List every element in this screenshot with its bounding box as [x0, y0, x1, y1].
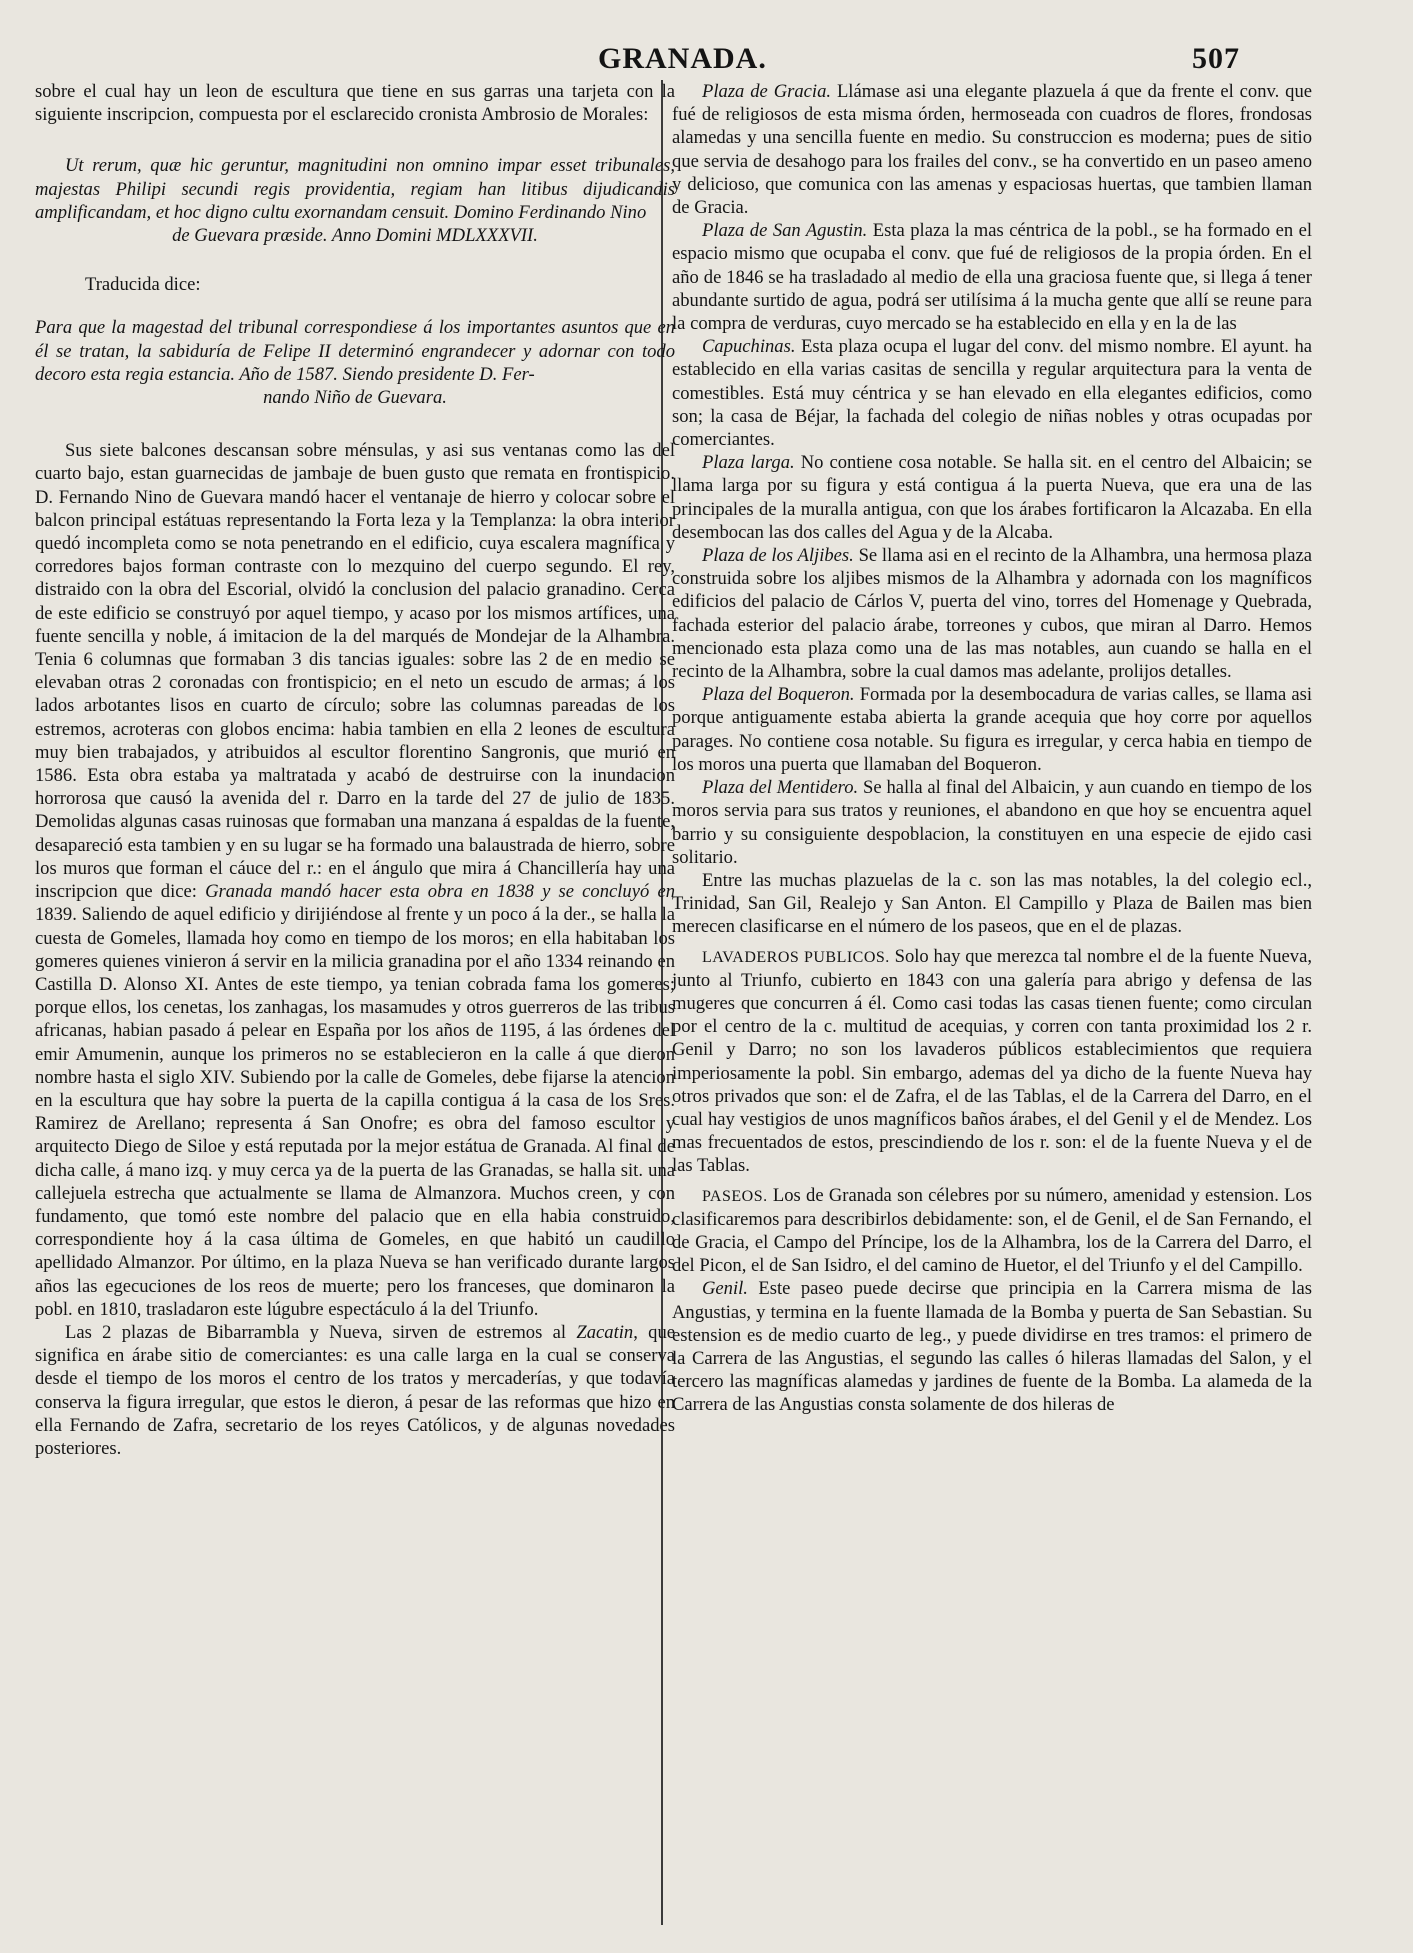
paragraph-zacatin-text: , que significa en árabe sitio de comerciantes: es una calle larga en la cual se conserva desde el tiempo de los moros el centro de los tratos y mercaderías, y que todavía conserva la figura irregular, que estos le dieron, á pesar de las reformas que hizo en ella Fernando de Zafra, secretario de los reyes Católicos, y de algunas novedades posteriores. — [35, 1321, 675, 1459]
paragraph-plazuelas: Entre las muchas plazuelas de la c. son las mas notables, la del colegio ecl., Trinidad, San Gil, Realejo y San Anton. El Campillo y Plaza de Bailen mas bien merecen clasificarse en el número de los paseos, que en el de plazas. — [672, 869, 1312, 938]
entry-plaza-larga — [672, 451, 1312, 544]
section-text-paseos: Los de Granada son célebres por su número, amenidad y estension. Los clasificaremos para describirlos debidamente: son, el de Genil, el de San Fernando, el de Gracia, el Campo del Príncipe, los de la Alhambra, los de la Carrera del Darro, el del Picon, el de San Isidro, el del camino de Huetor, el del Triunfo y el del Campillo. — [672, 1184, 1312, 1277]
entry-text-san-agustin: Esta plaza la mas céntrica de la pobl., se ha formado en el espacio mismo que ocupaba el conv. que fué de religiosos de la propia órden. En el año de 1846 se ha trasladado al medio de ella una graciosa fuente que, si llega á tener abundante surtido de agua, podrá ser utilísima á la mucha gente que allí se reune para la compra de verduras, cuyo mercado se ha establecido en ella y en la de las — [672, 220, 1312, 335]
section-lavaderos — [672, 945, 1312, 1178]
entry-label-san-agustin: Plaza de San Agustin. — [702, 220, 868, 242]
latin-signature: de Guevara præside. Anno Domini MDLXXXVII. — [172, 225, 538, 247]
entry-text-genil: Este paseo puede decirse que principia en la Carrera misma de las Angustias, y termina en la fuente llamada de la Bomba y puerta de San Sebastian. Su estension es de medio cuarto de leg., y puede dividirse en tres tramos: el primero de la Carrera de las Angustias, el segundo las calles ó hileras llamadas del Salon, y el tercero las magníficas alamedas y jardines de fuente de la Bomba. La alameda de la Carrera de las Angustias consta solamente de dos hileras de — [672, 1278, 1312, 1416]
running-head — [0, 42, 1413, 82]
right-column — [672, 80, 1312, 1940]
zacatin-term: Zacatin — [576, 1321, 634, 1343]
page-title: GRANADA. — [598, 42, 767, 75]
entry-plaza-san-agustin — [672, 219, 1312, 335]
paragraph-balcones-text: Sus siete balcones descansan sobre ménsulas, y asi sus ventanas como las del cuarto bajo, estan guarnecidas de jambaje de buen gusto que remata en frontispicio. D. Fernando Nino de Guevara mandó hacer el ventanaje de hierro y colocar sobre el balcon principal estátuas representando la Forta leza y la Templanza: la obra interior quedó incompleta como se nota penetrando en el edificio, cuya escalera magnífica y corredores bajos forman contraste con lo mezquino del cuerpo segundo. El rey, distraido con la obra del Escorial, olvidó la conclusion del palacio granadino. Cerca de este edificio se construyó por aquel tiempo, y acaso por los mismos artífices, una fuente sencilla y noble, á imitacion de la del marqués de Mondejar de la Alhambra. Tenia 6 columnas que formaban 3 dis tancias iguales: sobre las 2 de en medio se elevaban otras 2 coronadas con frontispicio; en el neto un escudo de armas; á los lados arbotantes lisos en cuarto de círculo; sobre las columnas pareadas de los estremos, acroteras con globos encima: habia tambien en ella 2 leones de escultura muy bien trabajados, y atribuidos al escultor florentino Sangronis, que murió en 1586. Esta obra estaba ya maltratada y acabó de destruirse con la inundacion horrorosa que causó la avenida del r. Darro en la tarde del 27 de julio de 1835. Demolidas algunas casas ruinosas que formaban una manzana á espaldas de la fuente, desapareció esta tambien y en su lugar se ha formado una balaustrada de hierro, sobre los muros que forman el cáuce del r.: en el ángulo que mira á Chancillería hay una inscripcion que dice: — [35, 440, 675, 903]
entry-plaza-boqueron — [672, 683, 1312, 776]
translation-heading: Traducida dice: — [85, 274, 201, 296]
page-number: 507 — [1192, 42, 1240, 75]
intro-paragraph: sobre el cual hay un leon de escultura que tiene en sus garras una tarjeta con la siguiente inscripcion, compuesta por el esclarecido cronista Ambrosio de Morales: — [35, 81, 675, 126]
section-text-lavaderos: Solo hay que merezca tal nombre el de la fuente Nueva, junto al Triunfo, cubierto en 1843 con una galería para abrigo y defensa de las mugeres que concurren á él. Como casi todas las casas tienen fuente; como circulan por el centro de la c. multitud de acequias, y corren con tanta proximidad los 2 r. Genil y Darro; no son los lavaderos públicos establecimientos que requiera imperiosamente la pobl. Sin embargo, ademas del ya dicho de la fuente Nueva hay otros privados que son: el de Zafra, el de las Tablas, el de la Carrera del Darro, en el cual hay vestigios de unos magníficos baños árabes, el del Genil y el de Mendez. Los mas frecuentados de estos, prescindiendo de los r. son: el de la fuente Nueva y el de las Tablas. — [672, 945, 1312, 1177]
entry-plaza-aljibes — [672, 544, 1312, 683]
entry-text-aljibes: Se llama asi en el recinto de la Alhambra, una hermosa plaza construida sobre los aljibes mismos de la Alhambra y adornada con los magníficos edificios del palacio de Cárlos V, puerta del vino, torres del Homenage y Quebrada, fachada esterior del palacio árabe, torreones y cubos, que miran al Darro. Hemos mencionado esta plaza como una de las mas notables, aun cuando se halla en el recinto de la Alhambra, sobre la cual damos mas adelante, prolijos detalles. — [672, 545, 1312, 683]
fountain-inscription-quote: Granada mandó hacer esta obra en 1838 y se concluyó en — [205, 881, 675, 903]
section-paseos — [672, 1184, 1312, 1278]
section-label-lavaderos: LAVADEROS PUBLICOS. — [702, 948, 890, 966]
left-column — [35, 80, 675, 1940]
entry-label-boqueron: Plaza del Boqueron. — [702, 684, 855, 706]
entry-label-gracia: Plaza de Gracia. — [702, 81, 832, 102]
section-label-paseos: PASEOS. — [702, 1187, 768, 1205]
entry-label-capuchinas: Capuchinas. — [702, 336, 796, 358]
translation-text: Para que la magestad del tribunal correspondiese á los importantes asuntos que en él se tratan, la sabiduría de Felipe II determinó engrandecer y adornar con todo decoro esta regia estancia. Año de 1587. Siendo presidente D. Fer- — [35, 317, 675, 385]
paragraph-zacatin — [35, 1321, 675, 1460]
entry-label-genil: Genil. — [702, 1278, 748, 1300]
entry-text-larga: No contiene cosa notable. Se halla sit. en el centro del Albaicin; se llama larga por su figura y está contigua á la puerta Nueva, que era una de las principales de la muralla antigua, con que los árabes fortificaron la Alcazaba. En ella desembocan las dos calles del Agua y de la Alcaba. — [672, 452, 1312, 543]
translation-signature: nando Niño de Guevara. — [263, 387, 447, 409]
paragraph-gomeles-text: 1839. Saliendo de aquel edificio y dirijiéndose al frente y un poco á la der., se halla la cuesta de Gomeles, llamada hoy como en tiempo de los moros; en ella habitaban los gomeres quienes vinieron á servir en la milicia granadina por el año 1334 reinando en Castilla D. Alonso XI. Antes de este tiempo, ya tenian cobrada fama los gomeres; porque ellos, los cenetas, los zanhagas, los masamudes y otros guerreros de las tribus africanas, habian pasado á pelear en España por los años de 1195, á las órdenes del emir Amumenin, aunque los primeros no se establecieron en la calle á que dieron nombre hasta el siglo XIV. Subiendo por la calle de Gomeles, debe fijarse la atencion en la escultura que hay sobre la puerta de la capilla contigua á la casa de los Sres. Ramirez de Arellano; representa á San Onofre; es obra del famoso escultor y arquitecto Diego de Siloe y está reputada por la mejor estátua de Granada. Al final de dicha calle, á mano izq. y muy cerca ya de la puerta de las Granadas, se halla sit. una callejuela estrecha que actualmente se llama de Almanzora. Muchos creen, y con fundamento, que tomó este nombre del palacio que en ella habia construido, correspondiente hoy á la casa última de Gomeles, en que habitó un caudillo apellidado Almanzor. Por último, en la plaza Nueva se han verificado durante largos años las egecuciones de los reos de muerte; pero los franceses, que dominaron la pobl. en 1810, trasladaron este lúgubre espectáculo á la del Triunfo. — [35, 904, 675, 1320]
entry-text-boqueron: Formada por la desembocadura de varias calles, se llama asi porque antiguamente estaba abierta la grande acequia que hoy corre por aquellos parages. No contiene cosa notable. Su figura es irregular, y cerca habia en tiempo de los moros una puerta que llamaban del Boqueron. — [672, 684, 1312, 775]
paragraph-zacatin-lead: Las 2 plazas de Bibarrambla y Nueva, sirven de estremos al — [65, 1321, 567, 1343]
paragraph-balcones — [35, 439, 675, 1321]
entry-label-aljibes: Plaza de los Aljibes. — [702, 545, 854, 567]
entry-plaza-mentidero — [672, 776, 1312, 869]
entry-genil — [672, 1277, 1312, 1416]
entry-text-gracia: Llámase asi una elegante plazuela á que da frente el conv. que fué de religiosos de esta misma órden, hermoseada con cuadros de flores, frondosas alamedas y una sencilla fuente en medio. Su construccion es moderna; pues de sitio que servia de desahogo para los frailes del conv., se ha convertido en un paseo ameno y delicioso, que comunica con las amenas y espaciosas huertas, que tambien llaman de Gracia. — [672, 81, 1312, 219]
entry-capuchinas — [672, 335, 1312, 451]
entry-label-larga: Plaza larga. — [702, 452, 795, 474]
latin-inscription: Ut rerum, quæ hic geruntur, magnitudini non omnino impar esset tribunales, majestas Philipi secundi regis providentia, regiam han litibus dijudicandis amplificandam, et hoc digno cultu exornandam censuit. Domino Ferdinando Nino — [35, 155, 675, 223]
entry-text-capuchinas: Esta plaza ocupa el lugar del conv. del mismo nombre. El ayunt. ha establecido en ella varias casitas de sencilla y regular arquitectura para la venta de comestibles. Está muy céntrica y se han elevado en ella elegantes edificios, como son; la casa de Béjar, la fachada del colegio de niñas nobles y otras ocupadas por comerciantes. — [672, 336, 1312, 451]
entry-text-mentidero: Se halla al final del Albaicin, y aun cuando en tiempo de los moros servia para sus tratos y reuniones, el abandono en que hoy se encuentra aquel barrio y su consiguiente despoblacion, la constituyen en una especie de ejido casi solitario. — [672, 777, 1312, 868]
entry-plaza-gracia — [672, 80, 1312, 219]
entry-label-mentidero: Plaza del Mentidero. — [702, 777, 859, 799]
